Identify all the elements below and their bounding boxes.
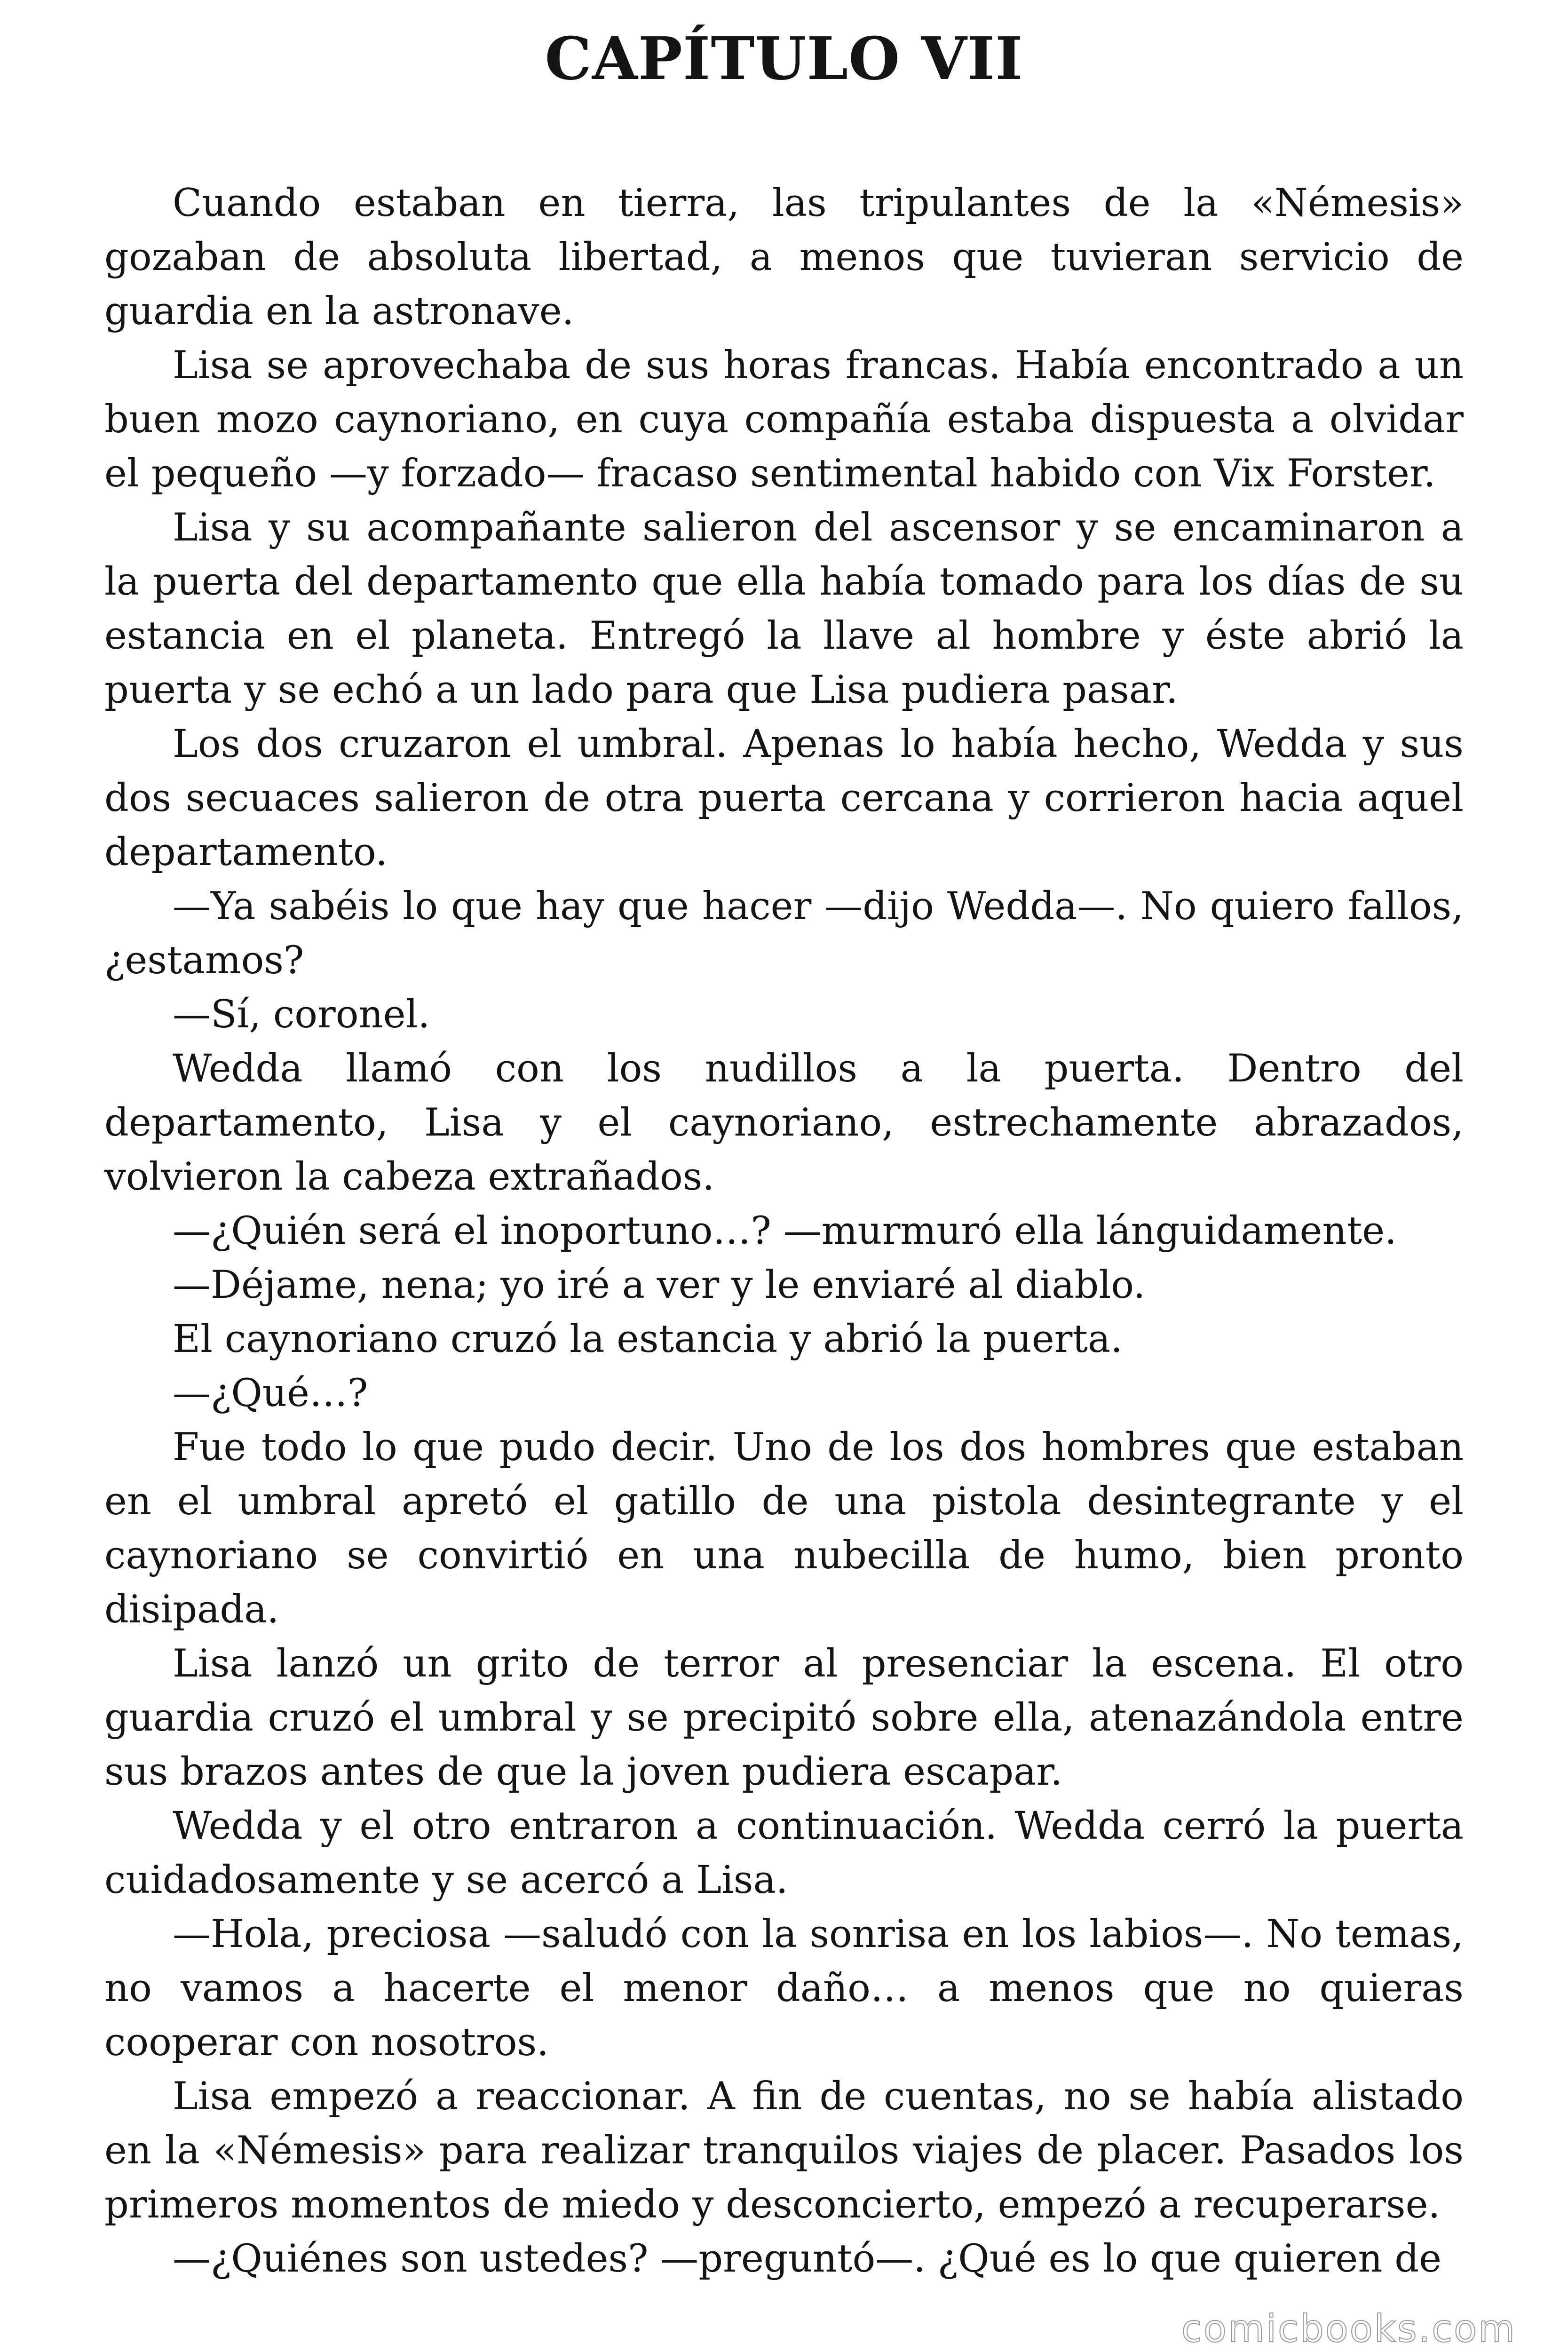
paragraph: Lisa lanzó un grito de terror al presenciar la escena. El otro guardia cruzó el umbral y se precipitó sobre ella, atenazándola entre sus brazos antes de que la joven pudiera escapar. <box>104 1642 1464 1794</box>
chapter-title: CAPÍTULO VII <box>545 24 1023 93</box>
paragraph: Wedda y el otro entraron a continuación. Wedda cerró la puerta cuidadosamente y se acercó a Lisa. <box>104 1804 1464 1902</box>
paragraph: —¿Quién será el inoportuno…? —murmuró ella lánguidamente. <box>173 1209 1397 1253</box>
paragraph: Wedda llamó con los nudillos a la puerta. Dentro del departamento, Lisa y el caynoriano, estrechamente abrazados, volvieron la cabeza extrañados. <box>104 1047 1464 1199</box>
paragraph: —Ya sabéis lo que hay que hacer —dijo Wedda—. No quiero fallos, ¿estamos? <box>104 884 1464 983</box>
paragraph: —¿Quiénes son ustedes? —preguntó—. ¿Qué es lo que quieren de <box>173 2237 1442 2281</box>
paragraph: Fue todo lo que pudo decir. Uno de los dos hombres que estaban en el umbral apretó el gatillo de una pistola desintegrante y el caynoriano se convirtió en una nubecilla de humo, bien pronto disipada. <box>104 1425 1464 1632</box>
paragraph: Lisa y su acompañante salieron del ascensor y se encaminaron a la puerta del departamento que ella había tomado para los días de su estancia en el planeta. Entregó la llave al hombre y éste abrió la puerta y se echó a un lado para que Lisa pudiera pasar. <box>104 506 1464 712</box>
watermark: comicbooks.com <box>1181 2307 1516 2351</box>
chapter-body <box>104 176 1464 2286</box>
paragraph: —Hola, preciosa —saludó con la sonrisa en los labios—. No temas, no vamos a hacerte el menor daño… a menos que no quieras cooperar con nosotros. <box>104 1912 1464 2065</box>
paragraph: —¿Qué…? <box>173 1371 368 1415</box>
paragraph: —Sí, coronel. <box>173 993 430 1037</box>
paragraph: —Déjame, nena; yo iré a ver y le enviaré al diablo. <box>173 1263 1146 1307</box>
paragraph: Cuando estaban en tierra, las tripulantes de la «Némesis» gozaban de absoluta libertad, a menos que tuvieran servicio de guardia en la astronave. <box>104 181 1464 334</box>
paragraph: Los dos cruzaron el umbral. Apenas lo había hecho, Wedda y sus dos secuaces salieron de otra puerta cercana y corrieron hacia aquel departamento. <box>104 722 1464 874</box>
paragraph: Lisa empezó a reaccionar. A fin de cuentas, no se había alistado en la «Némesis» para realizar tranquilos viajes de placer. Pasados los primeros momentos de miedo y desconcierto, empezó a recuperarse. <box>104 2074 1464 2227</box>
paragraph: Lisa se aprovechaba de sus horas francas. Había encontrado a un buen mozo caynoriano, en cuya compañía estaba dispuesta a olvidar el pequeño —y forzado— fracaso sentimental habido con Vix Forster. <box>104 343 1464 496</box>
paragraph: El caynoriano cruzó la estancia y abrió la puerta. <box>173 1317 1123 1361</box>
